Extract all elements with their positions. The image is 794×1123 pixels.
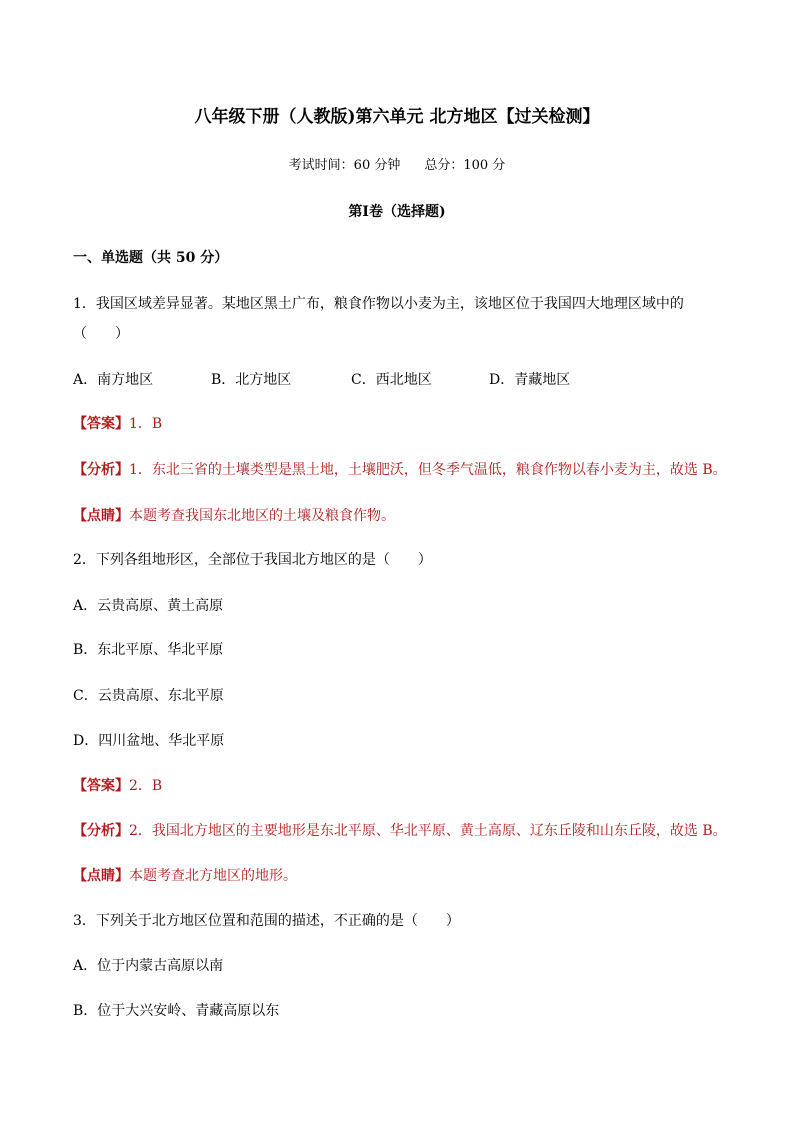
question-3-stem: 3．下列关于北方地区位置和范围的描述，不正确的是（ ）: [73, 913, 460, 929]
section-heading: 一、单选题（共 50 分）: [73, 250, 229, 266]
question-3-option-b: B．位于大兴安岭、青藏高原以东: [73, 1003, 280, 1019]
answer-text: 1．B: [129, 416, 163, 432]
question-3-option-a: A．位于内蒙古高原以南: [73, 958, 224, 974]
question-2-analysis: [73, 821, 727, 841]
option-c: C．西北地区: [351, 372, 432, 388]
answer-text: 2．B: [129, 778, 163, 794]
question-2-option-d: D．四川盆地、华北平原: [73, 733, 225, 749]
question-1-stem: 1．我国区域差异显著。某地区黑土广布，粮食作物以小麦为主，该地区位于我国四大地理区域中的: [73, 296, 684, 312]
question-2-option-b: B．东北平原、华北平原: [73, 642, 224, 658]
point-text: 本题考查我国东北地区的土壤及粮食作物。: [129, 508, 395, 524]
question-2-option-a: A．云贵高原、黄土高原: [73, 598, 224, 614]
answer-tag: 【答案】: [73, 416, 129, 432]
answer-tag: 【答案】: [73, 778, 129, 794]
point-tag: 【点睛】: [73, 508, 129, 524]
question-1-point: [73, 506, 395, 526]
point-tag: 【点睛】: [73, 868, 129, 884]
option-b: B．北方地区: [211, 372, 292, 388]
analysis-tag: 【分析】: [73, 462, 129, 478]
option-a: A．南方地区: [73, 372, 154, 388]
option-d: D．青藏地区: [489, 372, 571, 388]
question-1-analysis: [73, 460, 727, 480]
exam-score: 总分：100 分: [424, 158, 506, 173]
analysis-text: 1．东北三省的土壤类型是黑土地，土壤肥沃，但冬季气温低，粮食作物以春小麦为主，故选 B。: [129, 462, 727, 478]
question-2-stem: 2．下列各组地形区，全部位于我国北方地区的是（ ）: [73, 552, 432, 568]
exam-time: 考试时间：60 分钟: [288, 158, 401, 173]
question-2-point: [73, 866, 297, 886]
point-text: 本题考查北方地区的地形。: [129, 868, 297, 884]
question-1-answer: [73, 414, 162, 434]
analysis-tag: 【分析】: [73, 823, 129, 839]
question-1-options: [73, 370, 570, 390]
analysis-text: 2．我国北方地区的主要地形是东北平原、华北平原、黄土高原、辽东丘陵和山东丘陵，故选 B。: [129, 823, 727, 839]
question-1-stem-paren: （ ）: [73, 326, 129, 342]
page-title: 八年级下册（人教版)第六单元 北方地区【过关检测】: [194, 107, 600, 127]
exam-meta: [0, 156, 794, 176]
volume-heading: 第Ⅰ卷（选择题): [348, 204, 446, 220]
question-2-answer: [73, 776, 162, 796]
question-2-option-c: C．云贵高原、东北平原: [73, 688, 224, 704]
